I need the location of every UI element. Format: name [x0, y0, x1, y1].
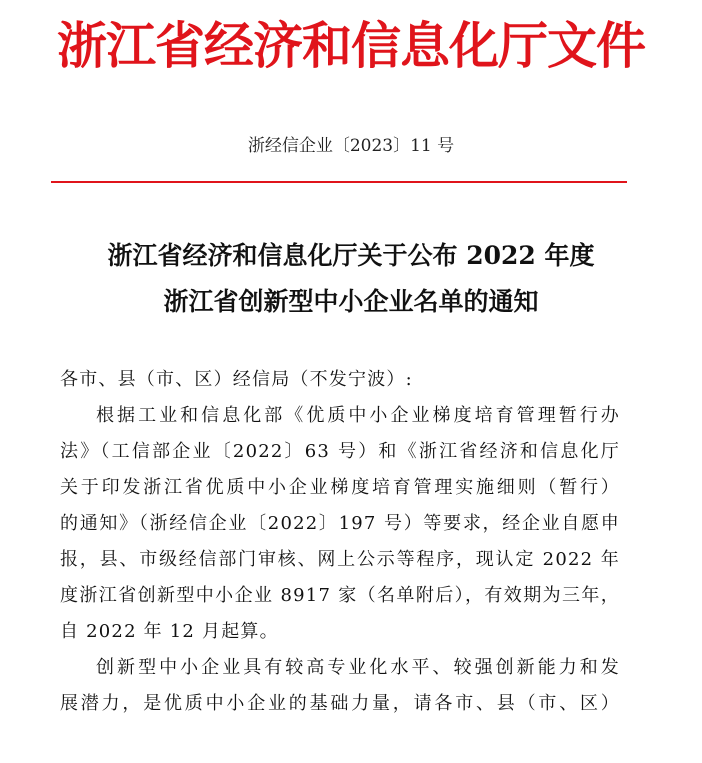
body-line: 根据工业和信息化部《优质中小企业梯度培育管理暂行办	[96, 405, 620, 426]
body-line: 报，县、市级经信部门审核、网上公示等程序，现认定 2022 年	[60, 549, 620, 570]
body-line: 度浙江省创新型中小企业 8917 家（名单附后），有效期为三年，	[60, 585, 620, 606]
body-line: 法》（工信部企业〔2022〕63 号）和《浙江省经济和信息化厅	[60, 441, 620, 462]
salutation-line: 各市、县（市、区）经信局（不发宁波）:	[60, 369, 413, 390]
body-line: 展潜力，是优质中小企业的基础力量，请各市、县（市、区）	[60, 693, 620, 714]
document-number: 浙经信企业〔2023〕11 号	[247, 136, 455, 156]
issuing-authority-header: 浙江省经济和信息化厅文件	[57, 16, 645, 75]
body-line: 的通知》（浙经信企业〔2022〕197 号）等要求，经企业自愿申	[60, 513, 620, 534]
body-line: 创新型中小企业具有较高专业化水平、较强创新能力和发	[96, 657, 620, 678]
body-line: 自 2022 年 12 月起算。	[60, 621, 279, 642]
notice-title-line-2: 浙江省创新型中小企业名单的通知	[163, 287, 539, 316]
body-line: 关于印发浙江省优质中小企业梯度培育管理实施细则（暂行）	[60, 477, 620, 498]
notice-body	[60, 362, 620, 722]
notice-title-line-1: 浙江省经济和信息化厅关于公布 2022 年度	[107, 241, 595, 270]
red-divider-line	[51, 181, 627, 183]
